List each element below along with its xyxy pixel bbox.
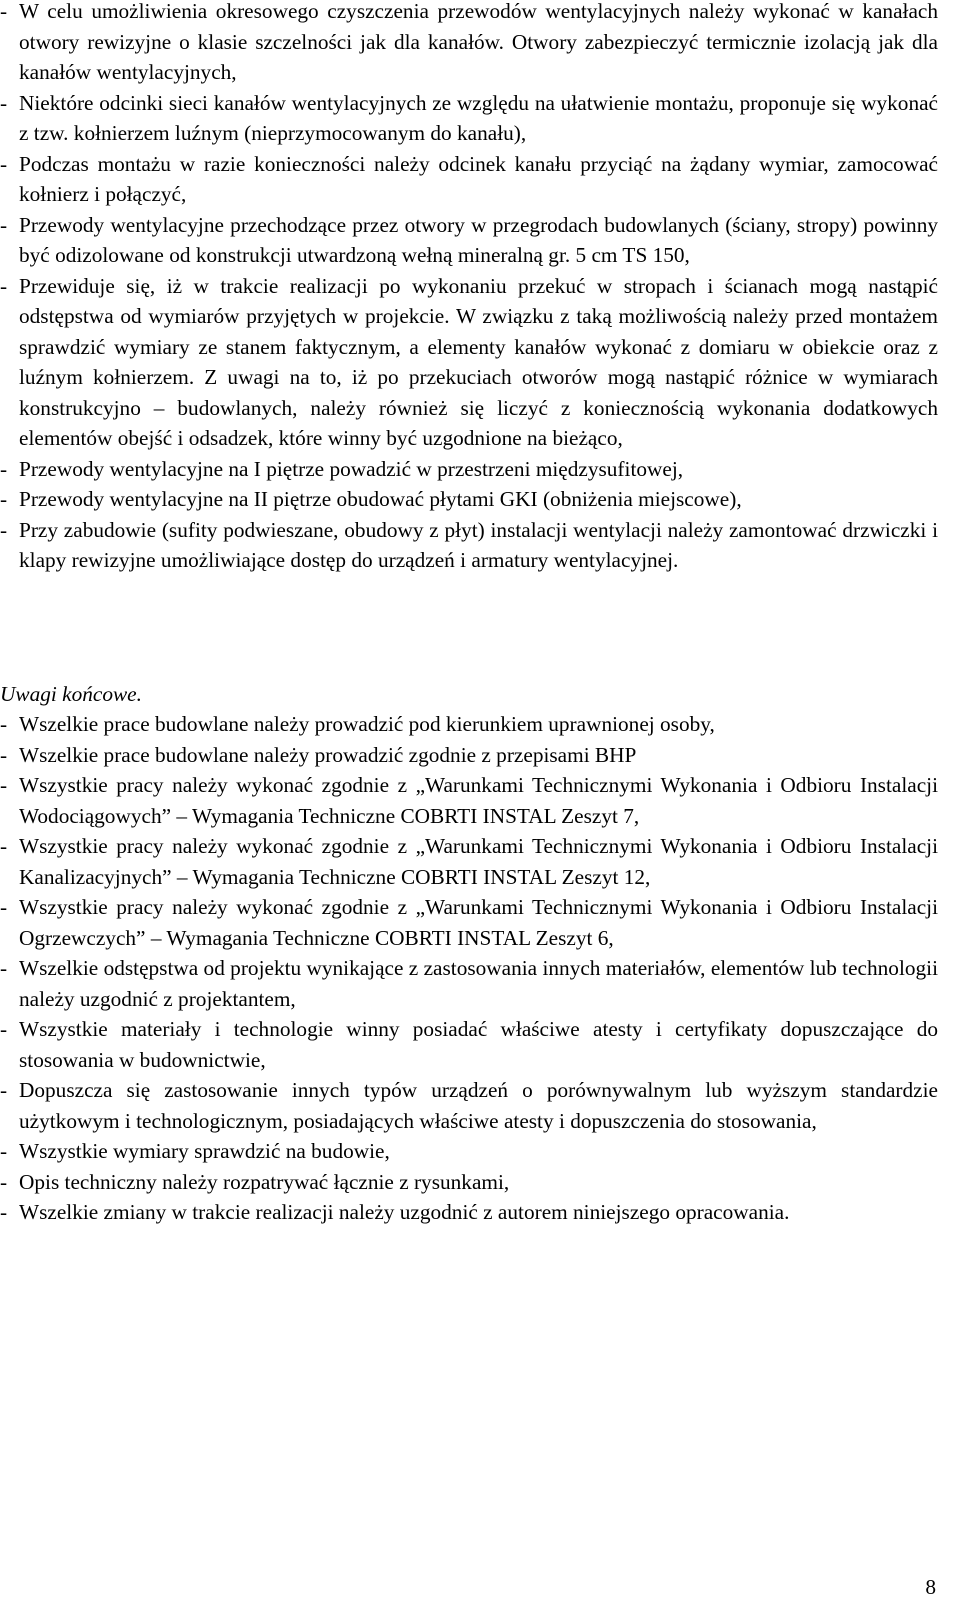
section-heading: Uwagi końcowe. xyxy=(0,682,142,706)
list-item: - Przy zabudowie (sufity podwieszane, obudowy z płyt) instalacji wentylacji należy zamontować drzwiczki i klapy rewizyjne umożliwiające dostęp do urządzeń i armatury wentylacyjnej. xyxy=(0,517,938,572)
list-item: - Wszelkie prace budowlane należy prowadzić pod kierunkiem uprawnionej osoby, xyxy=(0,712,715,736)
list-item: - Wszelkie odstępstwa od projektu wynikające z zastosowania innych materiałów, elementów lub technologii należy uzgodnić z projektantem, xyxy=(0,956,938,1011)
page-number: 8 xyxy=(925,1575,936,1599)
list-item: - Wszystkie materiały i technologie winny posiadać właściwe atesty i certyfikaty dopuszczające do stosowania w budownictwie, xyxy=(0,1017,938,1072)
list-item: - Wszelkie zmiany w trakcie realizacji należy uzgodnić z autorem niniejszego opracowania. xyxy=(0,1200,790,1224)
list-item: - Przewody wentylacyjne przechodzące przez otwory w przegrodach budowlanych (ściany, stropy) powinny być odizolowane od konstrukcji utwardzoną wełną mineralną gr. 5 cm TS 150, xyxy=(0,212,938,267)
list-item: - Niektóre odcinki sieci kanałów wentylacyjnych ze względu na ułatwienie montażu, proponuje się wykonać z tzw. kołnierzem luźnym (nieprzymocowanym do kanału), xyxy=(0,90,938,145)
list-item: - Podczas montażu w razie konieczności należy odcinek kanału przyciąć na żądany wymiar, zamocować kołnierz i połączyć, xyxy=(0,151,938,206)
final-remarks-list xyxy=(0,709,938,1228)
list-item: - Przewiduje się, iż w trakcie realizacji po wykonaniu przekuć w stropach i ścianach mogą nastąpić odstępstwa od wymiarów przyjętych w projekcie. W związku z taką możliwością należy przed montażem sprawdzić wymiary ze stanem faktycznym, a elementy kanałów wykonać z domiaru w obiekcie oraz z luźnym kołnierzem. Z uwagi na to, iż po przekuciach otworów mogą nastąpić różnice w wymiarach konstrukcyjno – budowlanych, należy również się liczyć z koniecznością wykonania dodatkowych elementów obejść i odsadzek, które winny być uzgodnione na bieżąco, xyxy=(0,273,938,450)
list-item: - Dopuszcza się zastosowanie innych typów urządzeń o porównywalnym lub wyższym standardzie użytkowym i technologicznym, posiadających właściwe atesty i dopuszczenia do stosowania, xyxy=(0,1078,938,1133)
list-item: - Wszystkie pracy należy wykonać zgodnie z „Warunkami Technicznymi Wykonania i Odbioru Instalacji Wodociągowych” – Wymagania Techniczne COBRTI INSTAL Zeszyt 7, xyxy=(0,773,938,828)
list-item: - Wszystkie pracy należy wykonać zgodnie z „Warunkami Technicznymi Wykonania i Odbioru Instalacji Kanalizacyjnych” – Wymagania Techniczne COBRTI INSTAL Zeszyt 12, xyxy=(0,834,938,889)
list-item: - Wszelkie prace budowlane należy prowadzić zgodnie z przepisami BHP xyxy=(0,742,637,767)
ventilation-notes-list xyxy=(0,0,938,576)
list-item: - Opis techniczny należy rozpatrywać łącznie z rysunkami, xyxy=(0,1169,510,1194)
list-item: - Przewody wentylacyjne na I piętrze powadzić w przestrzeni międzysufitowej, xyxy=(0,456,684,481)
list-item: - Wszystkie pracy należy wykonać zgodnie z „Warunkami Technicznymi Wykonania i Odbioru Instalacji Ogrzewczych” – Wymagania Techniczne COBRTI INSTAL Zeszyt 6, xyxy=(0,895,938,950)
list-item: - W celu umożliwienia okresowego czyszczenia przewodów wentylacyjnych należy wykonać w kanałach otwory rewizyjne o klasie szczelności jak dla kanałów. Otwory zabezpieczyć termicznie izolacją jak dla kanałów wentylacyjnych, xyxy=(0,0,938,84)
list-item: - Wszystkie wymiary sprawdzić na budowie, xyxy=(0,1139,390,1163)
list-item: - Przewody wentylacyjne na II piętrze obudować płytami GKI (obniżenia miejscowe), xyxy=(0,487,742,511)
